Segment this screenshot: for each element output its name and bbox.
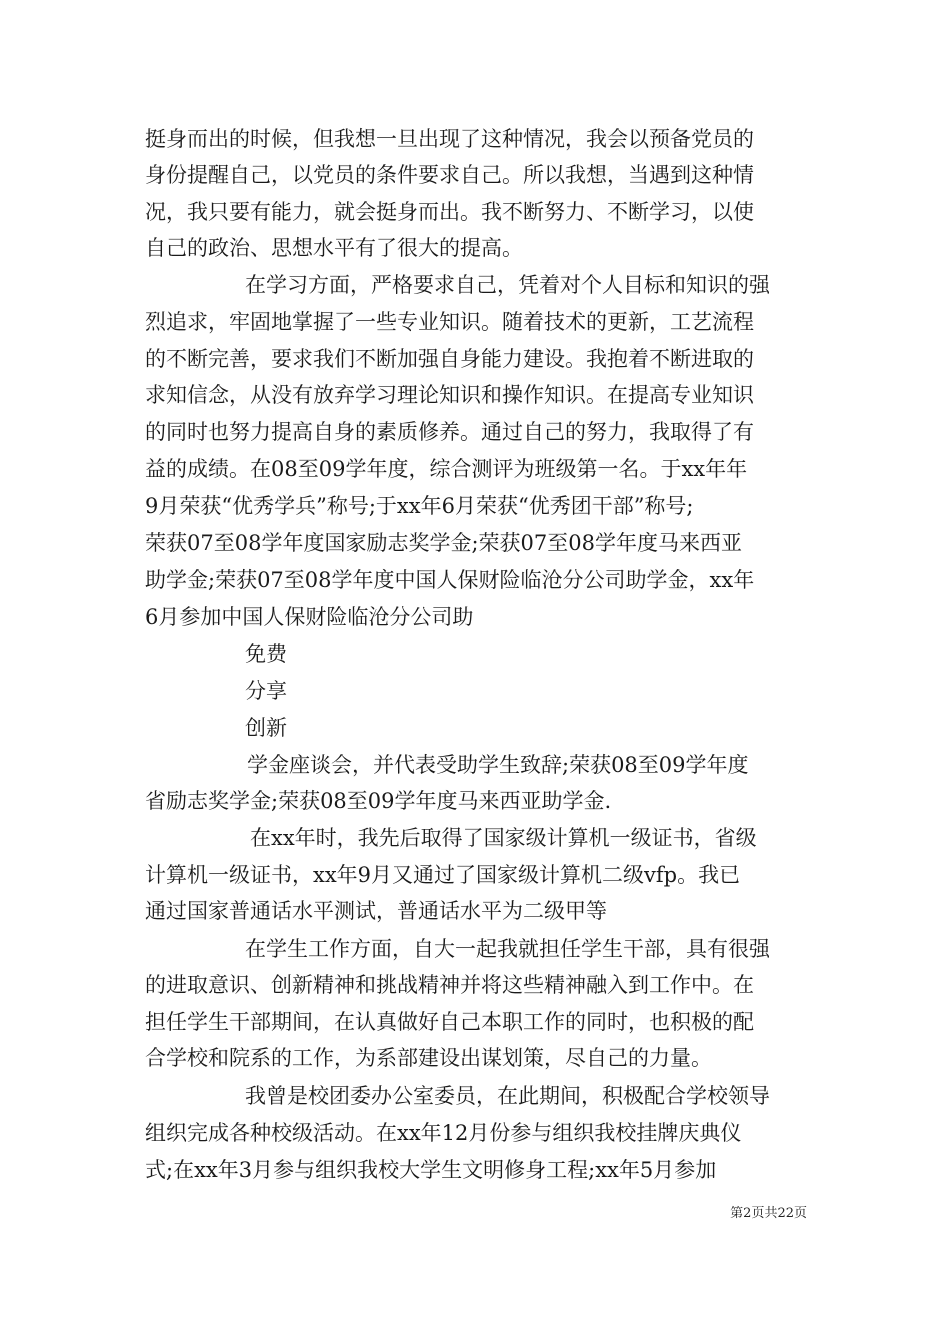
text-line: 的不断完善，要求我们不断加强自身能力建设。我抱着不断进取的 bbox=[145, 347, 754, 371]
text-line: 自己的政治、思想水平有了很大的提高。 bbox=[145, 236, 523, 260]
text-line: 学金座谈会，并代表受助学生致辞;荣获08至09学年度 bbox=[247, 753, 749, 777]
text-line: 省励志奖学金;荣获08至09学年度马来西亚助学金. bbox=[145, 789, 612, 813]
text-line: 组织完成各种校级活动。在xx年12月份参与组织我校挂牌庆典仪 bbox=[145, 1121, 742, 1145]
page-number-footer: 第2页共22页 bbox=[730, 1206, 807, 1221]
text-line: 分享 bbox=[245, 679, 287, 703]
text-line: 挺身而出的时候，但我想一旦出现了这种情况，我会以预备党员的 bbox=[145, 127, 754, 151]
text-line: 合学校和院系的工作，为系部建设出谋划策，尽自己的力量。 bbox=[145, 1046, 712, 1070]
text-line: 式;在xx年3月参与组织我校大学生文明修身工程;xx年5月参加 bbox=[145, 1158, 717, 1182]
text-line: 荣获07至08学年度国家励志奖学金;荣获07至08学年度马来西亚 bbox=[145, 531, 742, 555]
text-line: 我曾是校团委办公室委员，在此期间，积极配合学校领导 bbox=[245, 1084, 770, 1108]
text-line: 担任学生干部期间，在认真做好自己本职工作的同时，也积极的配 bbox=[145, 1010, 754, 1034]
text-line: 创新 bbox=[245, 716, 287, 740]
text-line: 烈追求，牢固地掌握了一些专业知识。随着技术的更新，工艺流程 bbox=[145, 310, 754, 334]
text-line: 益的成绩。在08至09学年度，综合测评为班级第一名。于xx年年 bbox=[145, 457, 748, 481]
text-line: 在学生工作方面，自大一起我就担任学生干部，具有很强 bbox=[245, 937, 770, 961]
text-line: 9月荣获“优秀学兵”称号;于xx年6月荣获“优秀团干部”称号; bbox=[145, 494, 694, 518]
text-line: 的进取意识、创新精神和挑战精神并将这些精神融入到工作中。在 bbox=[145, 973, 754, 997]
text-line: 身份提醒自己，以党员的条件要求自己。所以我想，当遇到这种情 bbox=[145, 163, 754, 187]
text-line: 计算机一级证书，xx年9月又通过了国家级计算机二级vfp。我已 bbox=[145, 863, 741, 887]
text-line: 助学金;荣获07至08学年度中国人保财险临沧分公司助学金，xx年 bbox=[145, 568, 755, 592]
text-line: 况，我只要有能力，就会挺身而出。我不断努力、不断学习，以使 bbox=[145, 200, 754, 224]
text-line: 求知信念，从没有放弃学习理论知识和操作知识。在提高专业知识 bbox=[145, 383, 754, 407]
text-line: 通过国家普通话水平测试，普通话水平为二级甲等 bbox=[145, 899, 607, 923]
text-line: 免费 bbox=[245, 642, 287, 666]
text-line: 的同时也努力提高自身的素质修养。通过自己的努力，我取得了有 bbox=[145, 420, 754, 444]
text-line: 在xx年时，我先后取得了国家级计算机一级证书，省级 bbox=[250, 826, 757, 850]
text-line: 在学习方面，严格要求自己，凭着对个人目标和知识的强 bbox=[245, 273, 770, 297]
text-line: 6月参加中国人保财险临沧分公司助 bbox=[145, 605, 474, 629]
